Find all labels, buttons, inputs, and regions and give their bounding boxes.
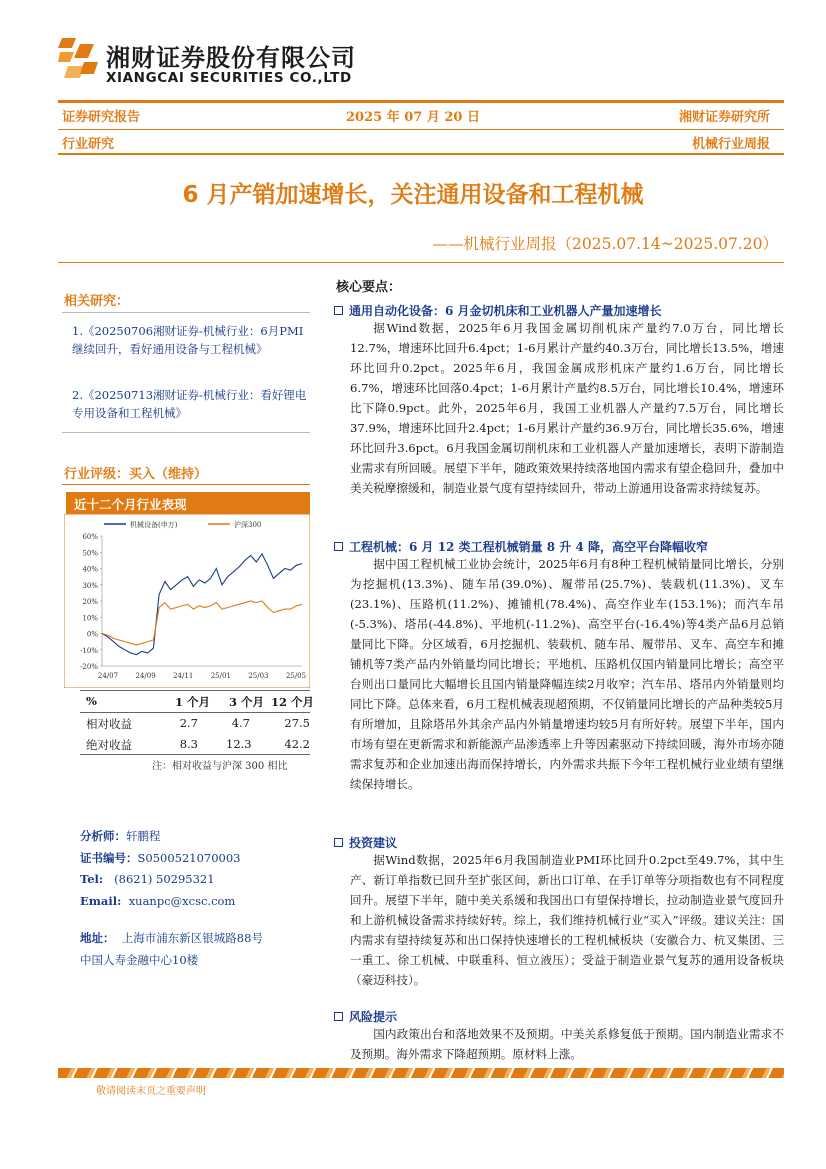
section-paragraph: 国内政策出台和落地效果不及预期。中美关系修复低于预期。国内制造业需求不及预期。海外需求下降超预期。原材料上涨。 — [350, 1027, 784, 1061]
company-logo-icon — [58, 34, 98, 80]
analyst-label: 分析师： — [80, 829, 126, 843]
related-link[interactable]: 1.《20250706湘财证券-机械行业：6月PMI继续回升，看好通用设备与工程机械》 — [72, 324, 304, 356]
y-tick-label: 60% — [82, 533, 98, 541]
report-date: 2025 年 07 月 20 日 — [346, 110, 480, 125]
address-line — [80, 930, 263, 946]
section-heading — [334, 834, 397, 851]
table-cell: 4.7 — [231, 716, 250, 730]
table-cell: 相对收益 — [86, 717, 132, 731]
table-cell: 12.3 — [226, 737, 252, 751]
related-link[interactable]: 2.《20250713湘财证券-机械行业：看好锂电专用设备和工程机械》 — [72, 388, 307, 420]
x-tick-label: 24/09 — [135, 672, 156, 680]
company-name-en: XIANGCAI SECURITIES CO.,LTD — [106, 70, 352, 86]
section-heading — [334, 538, 708, 555]
institute-name: 湘财证券研究所 — [678, 110, 770, 125]
address-1: 上海市浦东新区银城路88号 — [121, 931, 263, 945]
section-heading — [334, 1008, 397, 1025]
checkbox-icon — [334, 306, 343, 315]
table-header-cell: 3 个月 — [228, 695, 264, 709]
header-rule — [58, 129, 784, 130]
table-header-cell: 12 个月 — [270, 695, 314, 709]
doc-type: 证券研究报告 — [62, 110, 141, 125]
table-header-cell: % — [86, 694, 97, 708]
table-header-cell: 1 个月 — [174, 695, 210, 709]
divider — [62, 312, 310, 313]
analyst-line — [80, 828, 161, 844]
y-tick-label: -20% — [80, 663, 98, 671]
email-address[interactable]: xuanpc@xcsc.com — [128, 894, 236, 908]
y-tick-label: 10% — [82, 614, 98, 623]
checkbox-icon — [334, 838, 343, 847]
tel-line — [80, 872, 215, 886]
section-heading — [334, 302, 662, 319]
table-rule — [80, 754, 310, 755]
section-paragraph: 据Wind数据，2025年6月我国金属切削机床产量约7.0万台，同比增长12.7%，增速环比回升6.4pct；1-6月累计产量约40.3万台，同比增长13.5%，增速环比回升0.2pct。2025年6月，我国金属成形机床产量约1.6万台，同比增长6.7%，增速环比回落0.4pct；1-6月累计产量约8.5万台，同比增长10.4%，增速环比下降0.9pct。此外，2025年6月，我国工业机器人产量约7.5万台，同比增长37.9%，增速环比回升2.4pct；1-6月累计产量约36.9万台，同比增长35.6%，增速环比回升3.6pct。6月我国金属切削机床和工业机器人产量加速增长，表明下游制造业需求有所回暖。展望下半年，随政策效果持续落地国内需求有望企稳回升，叠加中美关税摩擦缓和，制造业景气度有望持续回升，带动上游通用设备需求持续复苏。 — [350, 321, 784, 495]
checkbox-icon — [334, 1012, 343, 1021]
tel-number: (8621) 50295321 — [114, 872, 215, 886]
divider — [62, 432, 310, 433]
cert-line — [80, 850, 241, 866]
x-tick-label: 25/05 — [285, 672, 307, 680]
report-series: 机械行业周报 — [691, 137, 770, 152]
address-label: 地址： — [80, 931, 115, 945]
performance-chart — [64, 514, 310, 688]
cert-number: S0500521070003 — [137, 851, 241, 865]
table-cell: 绝对收益 — [86, 738, 132, 752]
email-label: Email: — [80, 894, 122, 908]
report-title: 6 月产销加速增长，关注通用设备和工程机械 — [182, 182, 644, 208]
checkbox-icon — [334, 542, 343, 551]
legend-label: 沪深300 — [234, 521, 262, 529]
x-tick-label: 24/11 — [173, 672, 194, 680]
legend-label: 机械设备(申万) — [130, 521, 178, 529]
analyst-name: 轩鹏程 — [126, 829, 161, 843]
header-rule — [58, 100, 784, 103]
section-title: 风险提示 — [349, 1010, 398, 1024]
table-cell: 27.5 — [284, 716, 310, 730]
cert-label: 证书编号： — [80, 851, 138, 865]
footer-note: 敬请阅读末页之重要声明 — [96, 1086, 206, 1097]
divider — [62, 484, 310, 485]
x-tick-label: 24/07 — [97, 672, 119, 680]
core-heading: 核心要点： — [336, 280, 402, 295]
related-heading: 相关研究： — [64, 294, 130, 309]
report-category: 行业研究 — [62, 137, 115, 152]
y-tick-label: 40% — [82, 565, 98, 574]
section-title: 通用自动化设备：6 月金切机床和工业机器人产量加速增长 — [349, 304, 662, 318]
table-cell: 8.3 — [179, 737, 198, 751]
y-tick-label: 20% — [82, 598, 98, 606]
company-name-cn: 湘财证券股份有限公司 — [106, 44, 356, 72]
perf-chart-title: 近十二个月行业表现 — [66, 492, 310, 514]
y-tick-label: 50% — [82, 549, 98, 558]
section-paragraph: 据Wind数据，2025年6月我国制造业PMI环比回升0.2pct至49.7%，其中生产、新订单指数已回升至扩张区间，新出口订单、在手订单等分项指数也有不同程度回升。展望下半年，随中美关系缓和我国出口有望保持增长，拉动制造业景气度回升和上游机械设备需求持续好转。综上，我们维持机械行业“买入”评级。建议关注：国内需求有望持续复苏和出口保持快速增长的工程机械板块（安徽合力、杭叉集团、三一重工、徐工机械、中联重科、恒立液压）；受益于制造业景气复苏的通用设备板块（豪迈科技）。 — [350, 853, 784, 987]
address-2: 中国人寿金融中心10楼 — [80, 953, 199, 967]
section-title: 投资建议 — [349, 836, 398, 850]
table-rule — [80, 712, 310, 713]
y-tick-label: 30% — [82, 581, 98, 590]
x-tick-label: 25/03 — [248, 672, 269, 680]
x-tick-label: 25/01 — [210, 672, 231, 680]
table-note: 注：相对收益与沪深 300 相比 — [152, 761, 288, 772]
y-tick-label: -10% — [80, 646, 98, 655]
table-cell: 2.7 — [179, 716, 198, 730]
table-rule — [80, 690, 310, 691]
footer-bar — [58, 1068, 784, 1078]
table-row — [80, 716, 310, 737]
section-paragraph: 据中国工程机械工业协会统计，2025年6月有8种工程机械销量同比增长，分别为挖掘机(13.3%)、随车吊(39.0%)、履带吊(25.7%)、装载机(11.3%)、叉车(23.1%)、压路机(11.2%)、摊铺机(78.4%)、高空作业车(153.1%)；而汽车吊(-5.3%)、塔吊(-44.8%)、平地机(-11.2%)、高空平台(-16.4%)等4类产品6月总销量同比下降。分区域看，6月挖掘机、装载机、随车吊、履带吊、叉车、高空车和摊铺机等7类产品内外销量均同比增长；平地机、压路机仅国内销量同比增长；高空平台则出口量同比大幅增长且国内销量降幅连续2月收窄；汽车吊、塔吊内外销量则均同比下降。总体来看，6月工程机械表现超预期，不仅销量同比增长的产品种类较5月有所增加，且除塔吊外其余产品内外销量增速均较5月有所好转。展望下半年，国内市场有望在更新需求和新能源产品渗透率上升等因素驱动下持续回暖，海外市场亦随需求复苏和企业加速出海而保持增长，内外需求共振下今年工程机械行业业绩有望继续保持增长。 — [350, 557, 784, 791]
y-tick-label: 0% — [86, 630, 98, 639]
report-subtitle: ——机械行业周报（2025.07.14~2025.07.20） — [432, 235, 778, 253]
email-line — [80, 894, 235, 908]
table-cell: 42.2 — [284, 737, 310, 751]
industry-rating: 行业评级：买入（维持） — [64, 467, 208, 482]
section-title: 工程机械：6 月 12 类工程机械销量 8 升 4 降，高空平台降幅收窄 — [349, 540, 708, 554]
header-rule — [58, 153, 784, 155]
tel-label: Tel: — [80, 872, 104, 886]
title-rule — [58, 262, 784, 263]
